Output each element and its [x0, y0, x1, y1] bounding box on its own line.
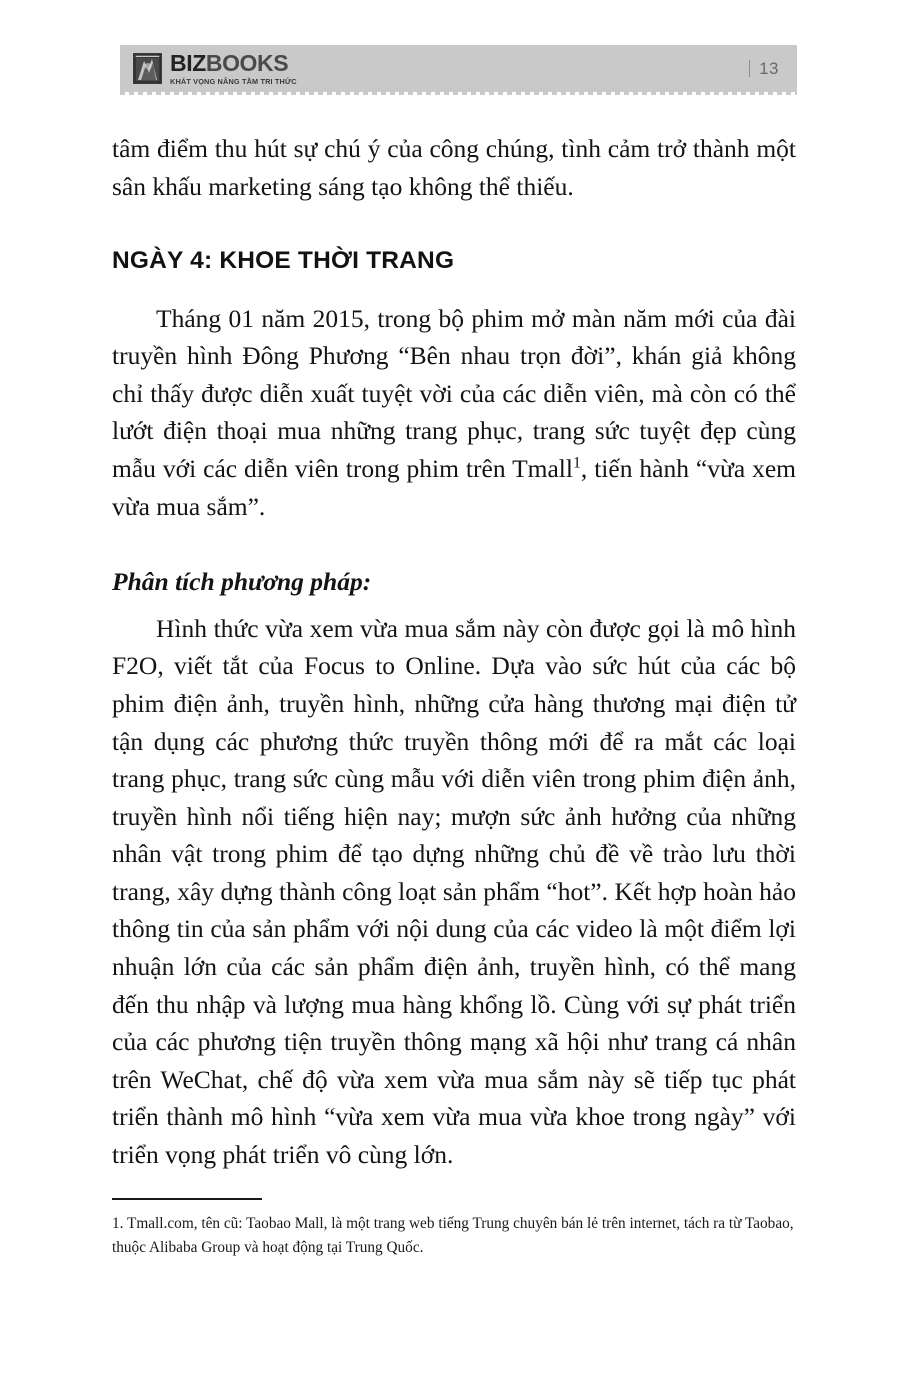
- brand-name-biz: BIZ: [170, 50, 206, 77]
- spacer: [112, 598, 796, 610]
- paragraph-one-text-before-ref: Tháng 01 năm 2015, trong bộ phim mở màn năm mới của đài truyền hình Đông Phương “Bên nhau trọn đời”, khán giả không chỉ thấy được diễn xuất tuyệt vời của các diễn viên, mà còn có thể lướt điện thoại mua những trang phục, trang sức tuyệt đẹp cùng mẫu với các diễn viên trong phim trên Tmall: [112, 303, 796, 483]
- brand-lockup: [132, 50, 297, 86]
- spacer: [112, 276, 796, 300]
- book-logo-icon: [132, 52, 163, 85]
- footnote-text: 1. Tmall.com, tên cũ: Taobao Mall, là một trang web tiếng Trung chuyên bán lẻ trên internet, tách ra từ Taobao, thuộc Alibaba Group và hoạt động tại Trung Quốc.: [112, 1215, 794, 1256]
- folio-separator-rule: [749, 60, 750, 77]
- page-number: 13: [759, 58, 779, 78]
- page-header-band: [120, 45, 797, 92]
- paragraph-one-text-after-ref: , tiến hành “vừa xem vừa mua sắm”.: [112, 453, 796, 521]
- brand-tagline: KHÁT VỌNG NÂNG TẦM TRI THỨC: [170, 76, 297, 86]
- analysis-subheading: Phân tích phương pháp:: [112, 567, 372, 597]
- footnote-block: [112, 1198, 802, 1260]
- spacer: [112, 525, 796, 567]
- spacer: [112, 205, 796, 246]
- paragraph-one: [112, 300, 796, 526]
- brand-name-books: BOOKS: [205, 50, 289, 77]
- brand-text-block: [170, 50, 297, 86]
- footnote-divider: [112, 1198, 262, 1200]
- paragraph-continued: tâm điểm thu hút sự chú ý của công chúng, tình cảm trở thành một sân khấu marketing sáng tạo không thể thiếu.: [112, 134, 796, 201]
- page-content: [112, 130, 796, 1174]
- section-heading: NGÀY 4: KHOE THỜI TRANG: [112, 247, 455, 275]
- brand-name: [170, 52, 294, 75]
- paragraph-two: Hình thức vừa xem vừa mua sắm này còn được gọi là mô hình F2O, viết tắt của Focus to Online. Dựa vào sức hút của các bộ phim điện ảnh, truyền hình, những cửa hàng thương mại điện tử tận dụng các phương thức truyền thông mới để ra mắt các loại trang phục, trang sức cùng mẫu với diễn viên trong phim điện ảnh, truyền hình nổi tiếng hiện nay; mượn sức ảnh hưởng của những nhân vật trong phim để tạo dựng những chủ đề về trào lưu thời trang, xây dựng thành công loạt sản phẩm “hot”. Kết hợp hoàn hảo thông tin của sản phẩm với nội dung của các video là một điểm lợi nhuận lớn của các sản phẩm điện ảnh, truyền hình, có thể mang đến thu nhập và lượng mua hàng khổng lồ. Cùng với sự phát triển của các phương tiện truyền thông mạng xã hội như trang cá nhân trên WeChat, chế độ vừa xem vừa mua sắm này sẽ tiếp tục phát triển thành mô hình “vừa xem vừa mua vừa khoe trong ngày” với triển vọng phát triển vô cùng lớn.: [112, 613, 796, 1170]
- page-folio: [749, 59, 779, 79]
- footnote-reference-marker: 1: [572, 454, 581, 472]
